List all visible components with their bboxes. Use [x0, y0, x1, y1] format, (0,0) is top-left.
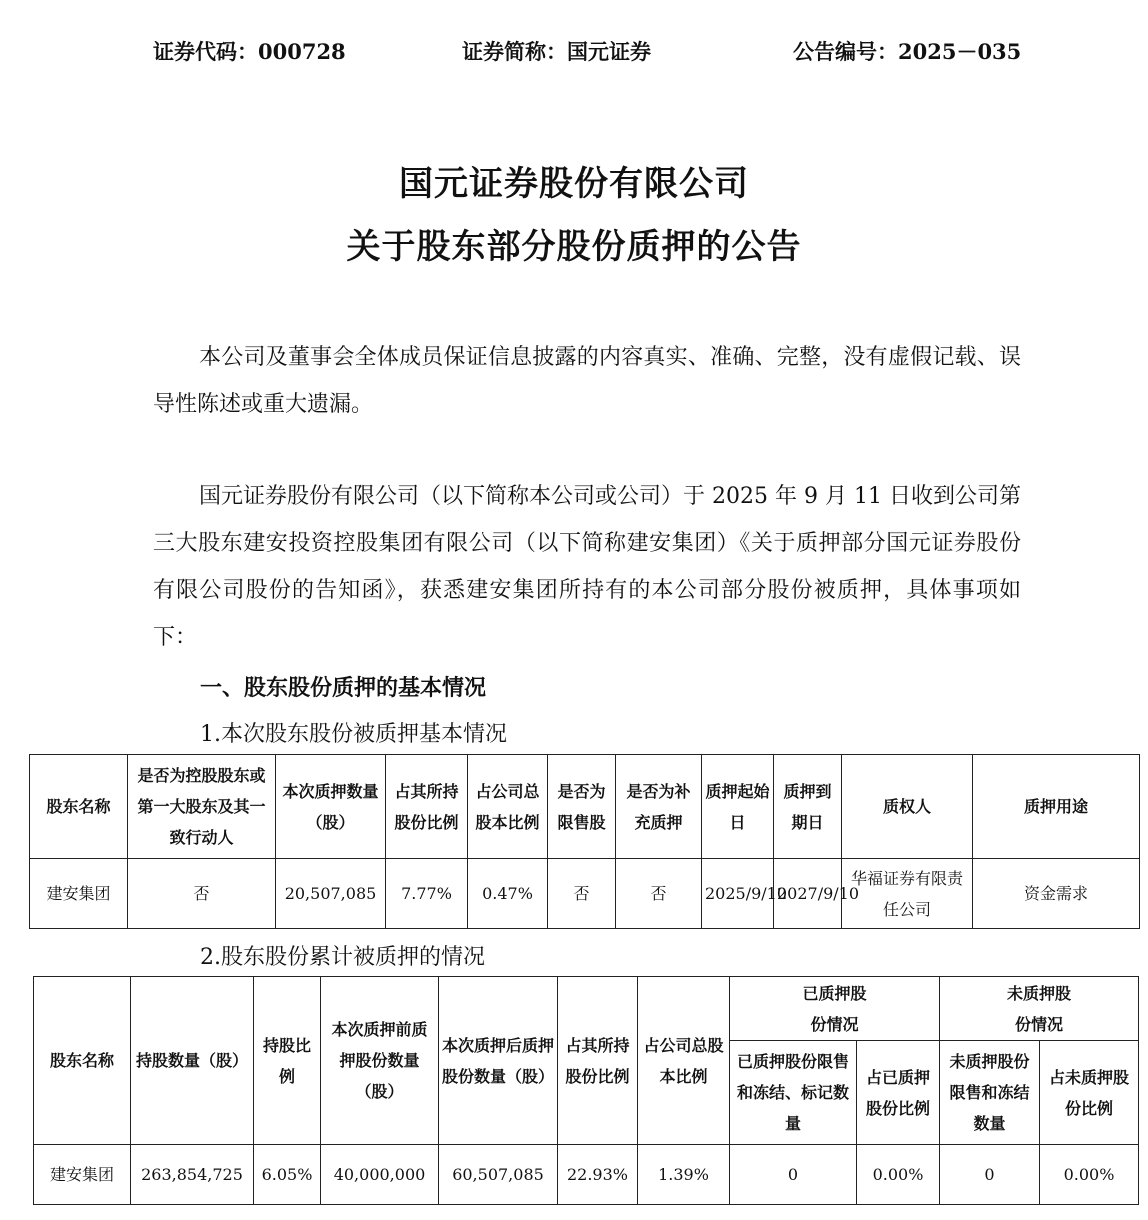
table-cell: 0.00% [1040, 1145, 1139, 1205]
subsection-heading-2: 2.股东股份累计被质押的情况 [200, 945, 485, 970]
header-cell: 本次质押数量（股） [276, 755, 386, 859]
header-cell: 股东名称 [34, 977, 131, 1145]
security-code: 证券代码：000728 [153, 39, 346, 64]
header-cell: 占其所持股份比例 [558, 977, 638, 1145]
table-row [30, 859, 1140, 929]
header-cell: 是否为限售股 [548, 755, 616, 859]
header-cell: 占公司总股本比例 [468, 755, 548, 859]
table-cell: 22.93% [558, 1145, 638, 1205]
table-cell: 6.05% [254, 1145, 321, 1205]
group-header-cell: 未质押股份情况 [940, 977, 1139, 1041]
table-header-row [30, 755, 1140, 859]
table-row [34, 1145, 1139, 1205]
header-cell: 占公司总股本比例 [638, 977, 730, 1145]
header-cell: 质押到期日 [774, 755, 842, 859]
table-cell: 否 [616, 859, 702, 929]
table-cell: 0 [940, 1145, 1040, 1205]
header-cell: 本次质押后质押股份数量（股） [439, 977, 558, 1145]
header-cell: 本次质押前质押股份数量（股） [321, 977, 439, 1145]
table-header-row [34, 977, 1139, 1041]
table-cell: 0 [730, 1145, 857, 1205]
header-cell: 未质押股份限售和冻结数量 [940, 1041, 1040, 1145]
table-cell: 40,000,000 [321, 1145, 439, 1205]
table-cell: 否 [128, 859, 276, 929]
table-cell: 资金需求 [973, 859, 1140, 929]
security-abbreviation: 证券简称：国元证券 [462, 39, 651, 64]
header-cell: 股东名称 [30, 755, 128, 859]
table-cell: 建安集团 [30, 859, 128, 929]
section-heading-1: 一、股东股份质押的基本情况 [200, 675, 487, 701]
header-cell: 是否为控股股东或第一大股东及其一致行动人 [128, 755, 276, 859]
notice-title: 关于股东部分股份质押的公告 [346, 227, 802, 267]
header-cell: 质押用途 [973, 755, 1140, 859]
header-cell: 占未质押股份比例 [1040, 1041, 1139, 1145]
table-cell: 0.47% [468, 859, 548, 929]
table-cell: 建安集团 [34, 1145, 131, 1205]
header-cell: 是否为补充质押 [616, 755, 702, 859]
group-header-cell: 已质押股份情况 [730, 977, 940, 1041]
table-cell: 华福证券有限责任公司 [842, 859, 973, 929]
table-cell: 2025/9/10 [702, 859, 774, 929]
pledge-cumulative-table [33, 976, 1139, 1205]
board-statement: 本公司及董事会全体成员保证信息披露的内容真实、准确、完整，没有虚假记载、误导性陈述或重大遗漏。 [153, 345, 1021, 417]
header-cell: 质押起始日 [702, 755, 774, 859]
header-cell: 占其所持股份比例 [386, 755, 468, 859]
table-cell: 60,507,085 [439, 1145, 558, 1205]
notice-body: 国元证券股份有限公司（以下简称本公司或公司）于 2025 年 9 月 11 日收到公司第三大股东建安投资控股集团有限公司（以下简称建安集团）《关于质押部分国元证券股份有限公司股份的告知函》，获悉建安集团所持有的本公司部分股份被质押，具体事项如下： [153, 484, 1021, 650]
table-cell: 1.39% [638, 1145, 730, 1205]
pledge-basic-table [29, 754, 1140, 929]
notice-number: 公告编号：2025－035 [793, 39, 1022, 64]
table-cell: 263,854,725 [131, 1145, 254, 1205]
header-cell: 占已质押股份比例 [857, 1041, 940, 1145]
header-cell: 持股比例 [254, 977, 321, 1145]
header-cell: 质权人 [842, 755, 973, 859]
header-cell: 持股数量（股） [131, 977, 254, 1145]
header-cell: 已质押股份限售和冻结、标记数量 [730, 1041, 857, 1145]
table-cell: 20,507,085 [276, 859, 386, 929]
subsection-heading-1: 1.本次股东股份被质押基本情况 [200, 722, 507, 747]
table-cell: 否 [548, 859, 616, 929]
table-cell: 7.77% [386, 859, 468, 929]
table-cell: 0.00% [857, 1145, 940, 1205]
table-cell: 2027/9/10 [774, 859, 842, 929]
company-title: 国元证券股份有限公司 [399, 164, 749, 204]
